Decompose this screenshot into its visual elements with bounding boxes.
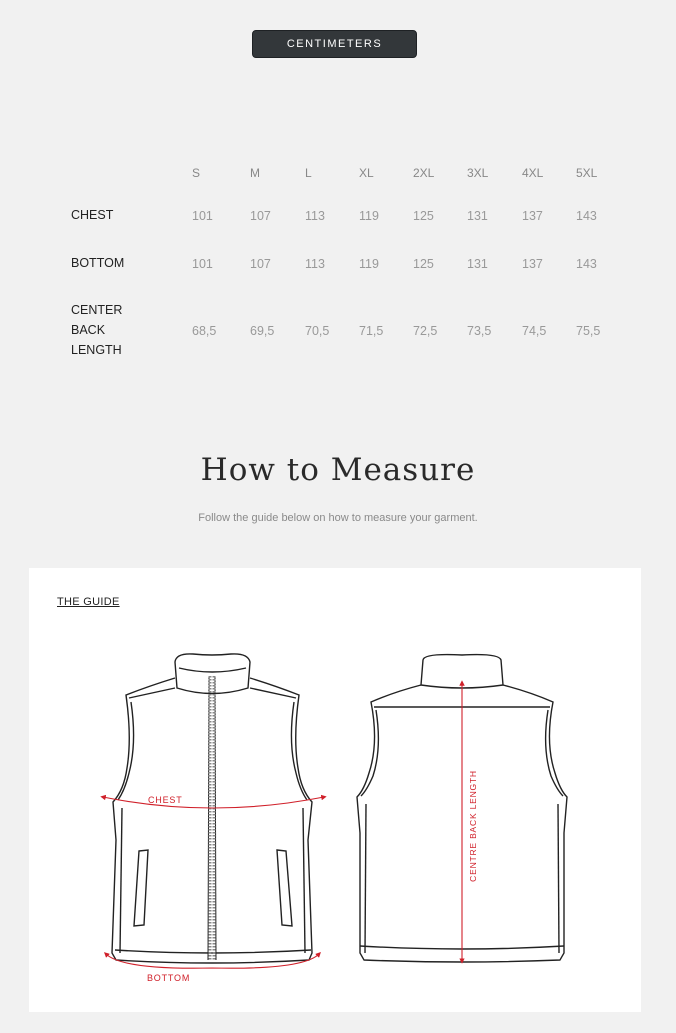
- row-label-center: CENTER: [71, 303, 123, 317]
- chest-label: CHEST: [148, 795, 183, 805]
- table-cell: 137: [522, 209, 543, 223]
- table-cell: 101: [192, 257, 213, 271]
- table-cell: 125: [413, 257, 434, 271]
- size-header-4xl: 4XL: [522, 166, 544, 180]
- size-header-2xl: 2XL: [413, 166, 435, 180]
- table-cell: 69,5: [250, 324, 275, 338]
- table-cell: 143: [576, 209, 597, 223]
- table-cell: 113: [305, 209, 325, 223]
- size-header-l: L: [305, 166, 312, 180]
- table-cell: 72,5: [413, 324, 438, 338]
- row-label-bottom: BOTTOM: [71, 256, 125, 270]
- size-chart-table: [0, 0, 676, 380]
- table-cell: 131: [467, 209, 488, 223]
- guide-title: THE GUIDE: [57, 596, 120, 608]
- table-cell: 70,5: [305, 324, 330, 338]
- guide-card: [29, 568, 641, 1012]
- bottom-label: BOTTOM: [147, 973, 191, 983]
- table-cell: 119: [359, 209, 379, 223]
- how-to-measure-title: How to Measure: [200, 452, 476, 488]
- table-cell: 101: [192, 209, 213, 223]
- size-header-xl: XL: [359, 166, 374, 180]
- table-cell: 73,5: [467, 324, 492, 338]
- table-cell: 143: [576, 257, 597, 271]
- row-label-length: LENGTH: [71, 343, 122, 357]
- table-cell: 107: [250, 209, 271, 223]
- centre-back-length-label: CENTRE BACK LENGTH: [468, 770, 478, 882]
- size-header-5xl: 5XL: [576, 166, 598, 180]
- table-cell: 107: [250, 257, 271, 271]
- table-cell: 131: [467, 257, 488, 271]
- table-cell: 125: [413, 209, 434, 223]
- table-cell: 71,5: [359, 324, 384, 338]
- row-label-back: BACK: [71, 323, 106, 337]
- table-cell: 119: [359, 257, 379, 271]
- centimeters-button[interactable]: CENTIMETERS: [252, 30, 417, 58]
- size-header-m: M: [250, 166, 260, 180]
- table-cell: 68,5: [192, 324, 217, 338]
- row-label-chest: CHEST: [71, 208, 114, 222]
- how-to-measure-subtitle: Follow the guide below on how to measure your garment.: [198, 512, 478, 524]
- table-cell: 113: [305, 257, 325, 271]
- table-cell: 75,5: [576, 324, 601, 338]
- table-cell: 74,5: [522, 324, 547, 338]
- table-cell: 137: [522, 257, 543, 271]
- vest-measurement-illustration: [29, 568, 641, 1012]
- size-header-s: S: [192, 166, 201, 180]
- size-header-3xl: 3XL: [467, 166, 489, 180]
